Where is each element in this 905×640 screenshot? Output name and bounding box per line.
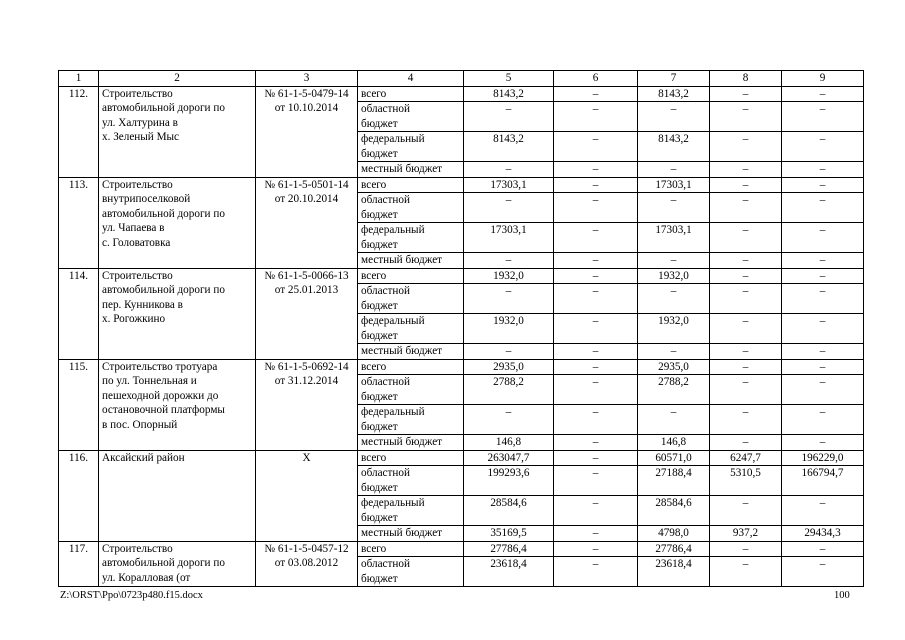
value-cell: – bbox=[782, 193, 864, 223]
value-cell: – bbox=[554, 223, 638, 253]
column-header: 9 bbox=[782, 71, 864, 87]
value-cell: 2788,2 bbox=[464, 375, 554, 405]
table-body bbox=[59, 71, 864, 587]
value-cell: 17303,1 bbox=[638, 177, 710, 193]
value-cell: 6247,7 bbox=[710, 450, 782, 466]
value-cell: – bbox=[554, 177, 638, 193]
table-header-row bbox=[59, 71, 864, 87]
value-cell: 263047,7 bbox=[464, 450, 554, 466]
value-cell: – bbox=[554, 450, 638, 466]
funding-source: областной бюджет bbox=[361, 376, 410, 403]
expertise-doc-cell bbox=[256, 86, 358, 177]
value-cell: – bbox=[710, 223, 782, 253]
column-header: 5 bbox=[464, 71, 554, 87]
table-row bbox=[59, 268, 864, 284]
row-number: 113. bbox=[59, 177, 99, 268]
object-name: Строительство внутрипоселковой автомобильной дороги по ул. Чапаева в с. Головатовка bbox=[102, 178, 225, 249]
value-cell: – bbox=[638, 284, 710, 314]
object-name-cell bbox=[99, 359, 256, 450]
funding-source-cell bbox=[358, 496, 464, 526]
funding-source: федеральный бюджет bbox=[361, 406, 425, 433]
expertise-doc-cell bbox=[256, 359, 358, 450]
column-header: 2 bbox=[99, 71, 256, 87]
value-cell: – bbox=[710, 541, 782, 557]
page-number: 100 bbox=[834, 590, 850, 601]
row-number: 114. bbox=[59, 268, 99, 359]
value-cell: – bbox=[554, 162, 638, 178]
value-cell: 4798,0 bbox=[638, 526, 710, 542]
object-name: Строительство автомобильной дороги по ул. Халтурина в х. Зеленый Мыс bbox=[102, 87, 225, 143]
funding-source: местный бюджет bbox=[361, 436, 443, 448]
value-cell: – bbox=[554, 405, 638, 435]
value-cell: 23618,4 bbox=[638, 557, 710, 587]
value-cell: – bbox=[710, 268, 782, 284]
funding-source-cell bbox=[358, 223, 464, 253]
value-cell: – bbox=[782, 314, 864, 344]
value-cell: – bbox=[554, 314, 638, 344]
value-cell: – bbox=[464, 253, 554, 269]
value-cell: – bbox=[554, 557, 638, 587]
value-cell: – bbox=[710, 162, 782, 178]
funding-source-cell bbox=[358, 450, 464, 466]
value-cell: – bbox=[638, 253, 710, 269]
value-cell: – bbox=[554, 526, 638, 542]
funding-source: всего bbox=[361, 87, 387, 100]
value-cell: – bbox=[782, 132, 864, 162]
funding-source-cell bbox=[358, 526, 464, 542]
value-cell: – bbox=[710, 177, 782, 193]
table-row bbox=[59, 359, 864, 375]
value-cell: – bbox=[710, 405, 782, 435]
value-cell: – bbox=[464, 102, 554, 132]
object-name: Строительство тротуара по ул. Тоннельная и пешеходной дорожки до остановочной платформы в пос. Опорный bbox=[102, 360, 225, 431]
funding-source-cell bbox=[358, 541, 464, 557]
value-cell: 1932,0 bbox=[638, 314, 710, 344]
value-cell: 5310,5 bbox=[710, 466, 782, 496]
expertise-doc: № 61-1-5-0066-13 от 25.01.2013 bbox=[264, 269, 349, 296]
value-cell: – bbox=[638, 344, 710, 360]
value-cell: – bbox=[710, 496, 782, 526]
value-cell: – bbox=[782, 162, 864, 178]
value-cell: – bbox=[464, 405, 554, 435]
value-cell: – bbox=[782, 284, 864, 314]
value-cell: 146,8 bbox=[464, 435, 554, 451]
funding-source-cell bbox=[358, 284, 464, 314]
funding-source-cell bbox=[358, 193, 464, 223]
budget-table bbox=[58, 70, 864, 587]
object-name-cell bbox=[99, 177, 256, 268]
funding-source: всего bbox=[361, 542, 387, 555]
funding-source-cell bbox=[358, 132, 464, 162]
value-cell: – bbox=[710, 253, 782, 269]
value-cell: 29434,3 bbox=[782, 526, 864, 542]
value-cell: – bbox=[710, 359, 782, 375]
row-number: 112. bbox=[59, 86, 99, 177]
funding-source: всего bbox=[361, 360, 387, 373]
funding-source: областной бюджет bbox=[361, 467, 410, 494]
column-header: 1 bbox=[59, 71, 99, 87]
value-cell: – bbox=[782, 268, 864, 284]
value-cell: – bbox=[710, 314, 782, 344]
value-cell: – bbox=[554, 541, 638, 557]
funding-source: местный бюджет bbox=[361, 163, 443, 175]
value-cell: – bbox=[464, 284, 554, 314]
value-cell: – bbox=[782, 375, 864, 405]
value-cell: 27786,4 bbox=[638, 541, 710, 557]
value-cell: – bbox=[464, 162, 554, 178]
value-cell: – bbox=[710, 557, 782, 587]
column-header: 6 bbox=[554, 71, 638, 87]
value-cell: – bbox=[554, 375, 638, 405]
expertise-doc-cell bbox=[256, 268, 358, 359]
funding-source: федеральный бюджет bbox=[361, 133, 425, 160]
row-number: 117. bbox=[59, 541, 99, 587]
value-cell: – bbox=[710, 284, 782, 314]
expertise-doc-cell bbox=[256, 450, 358, 541]
value-cell: – bbox=[782, 344, 864, 360]
value-cell: – bbox=[554, 359, 638, 375]
value-cell: – bbox=[554, 496, 638, 526]
funding-source-cell bbox=[358, 102, 464, 132]
value-cell: 1932,0 bbox=[464, 268, 554, 284]
funding-source-cell bbox=[358, 435, 464, 451]
column-header: 7 bbox=[638, 71, 710, 87]
value-cell: 199293,6 bbox=[464, 466, 554, 496]
value-cell: 146,8 bbox=[638, 435, 710, 451]
value-cell: 17303,1 bbox=[638, 223, 710, 253]
expertise-doc: № 61-1-5-0457-12 от 03.08.2012 bbox=[264, 542, 349, 569]
object-name: Строительство автомобильной дороги по ул. Коралловая (от bbox=[102, 542, 225, 584]
object-name: Строительство автомобильной дороги по пер. Кунникова в х. Рогожкино bbox=[102, 269, 225, 325]
value-cell: – bbox=[710, 435, 782, 451]
value-cell: – bbox=[554, 344, 638, 360]
value-cell: – bbox=[782, 253, 864, 269]
funding-source: всего bbox=[361, 269, 387, 282]
funding-source: местный бюджет bbox=[361, 345, 443, 357]
value-cell: – bbox=[554, 86, 638, 102]
funding-source: местный бюджет bbox=[361, 254, 443, 266]
value-cell: – bbox=[554, 253, 638, 269]
value-cell: 17303,1 bbox=[464, 177, 554, 193]
funding-source: всего bbox=[361, 178, 387, 191]
value-cell: 17303,1 bbox=[464, 223, 554, 253]
value-cell: 60571,0 bbox=[638, 450, 710, 466]
value-cell: 8143,2 bbox=[464, 132, 554, 162]
expertise-doc: № 61-1-5-0479-14 от 10.10.2014 bbox=[264, 87, 349, 114]
funding-source: федеральный бюджет bbox=[361, 315, 425, 342]
value-cell: – bbox=[638, 193, 710, 223]
table-row bbox=[59, 541, 864, 557]
funding-source: местный бюджет bbox=[361, 527, 443, 539]
expertise-doc-cell bbox=[256, 541, 358, 587]
expertise-doc-cell bbox=[256, 177, 358, 268]
value-cell: – bbox=[464, 344, 554, 360]
value-cell: 196229,0 bbox=[782, 450, 864, 466]
object-name: Аксайский район bbox=[102, 451, 185, 464]
funding-source-cell bbox=[358, 466, 464, 496]
value-cell: – bbox=[782, 86, 864, 102]
expertise-doc: № 61-1-5-0501-14 от 20.10.2014 bbox=[264, 178, 349, 205]
value-cell: 27188,4 bbox=[638, 466, 710, 496]
expertise-doc: Х bbox=[302, 451, 311, 464]
value-cell: – bbox=[782, 541, 864, 557]
row-number: 115. bbox=[59, 359, 99, 450]
table-row bbox=[59, 177, 864, 193]
funding-source: областной бюджет bbox=[361, 194, 410, 221]
object-name-cell bbox=[99, 450, 256, 541]
value-cell: – bbox=[464, 193, 554, 223]
value-cell: – bbox=[638, 102, 710, 132]
value-cell: 1932,0 bbox=[464, 314, 554, 344]
value-cell: 23618,4 bbox=[464, 557, 554, 587]
funding-source-cell bbox=[358, 86, 464, 102]
funding-source: областной бюджет bbox=[361, 285, 410, 312]
object-name-cell bbox=[99, 541, 256, 587]
value-cell: 27786,4 bbox=[464, 541, 554, 557]
row-number: 116. bbox=[59, 450, 99, 541]
funding-source: областной бюджет bbox=[361, 558, 410, 585]
value-cell: 937,2 bbox=[710, 526, 782, 542]
table-row bbox=[59, 450, 864, 466]
value-cell: 2788,2 bbox=[638, 375, 710, 405]
funding-source-cell bbox=[358, 177, 464, 193]
funding-source-cell bbox=[358, 375, 464, 405]
funding-source-cell bbox=[358, 344, 464, 360]
object-name-cell bbox=[99, 268, 256, 359]
funding-source: всего bbox=[361, 451, 387, 464]
value-cell: 35169,5 bbox=[464, 526, 554, 542]
value-cell: – bbox=[782, 102, 864, 132]
funding-source-cell bbox=[358, 253, 464, 269]
value-cell: – bbox=[710, 86, 782, 102]
value-cell: 1932,0 bbox=[638, 268, 710, 284]
value-cell: 8143,2 bbox=[638, 86, 710, 102]
expertise-doc: № 61-1-5-0692-14 от 31.12.2014 bbox=[264, 360, 349, 387]
value-cell: – bbox=[554, 466, 638, 496]
value-cell: – bbox=[554, 193, 638, 223]
value-cell: 2935,0 bbox=[638, 359, 710, 375]
table-row bbox=[59, 86, 864, 102]
value-cell: 166794,7 bbox=[782, 466, 864, 496]
column-header: 4 bbox=[358, 71, 464, 87]
value-cell: – bbox=[710, 375, 782, 405]
value-cell: – bbox=[638, 405, 710, 435]
value-cell: – bbox=[554, 284, 638, 314]
value-cell: 8143,2 bbox=[638, 132, 710, 162]
funding-source: федеральный бюджет bbox=[361, 497, 425, 524]
value-cell: – bbox=[782, 435, 864, 451]
value-cell: – bbox=[782, 496, 864, 526]
value-cell: – bbox=[782, 557, 864, 587]
funding-source-cell bbox=[358, 405, 464, 435]
object-name-cell bbox=[99, 86, 256, 177]
value-cell: – bbox=[554, 435, 638, 451]
value-cell: – bbox=[782, 359, 864, 375]
value-cell: – bbox=[710, 193, 782, 223]
funding-source-cell bbox=[358, 314, 464, 344]
value-cell: – bbox=[782, 223, 864, 253]
value-cell: 28584,6 bbox=[638, 496, 710, 526]
value-cell: 2935,0 bbox=[464, 359, 554, 375]
column-header: 3 bbox=[256, 71, 358, 87]
value-cell: – bbox=[782, 405, 864, 435]
funding-source: областной бюджет bbox=[361, 103, 410, 130]
value-cell: – bbox=[554, 102, 638, 132]
funding-source: федеральный бюджет bbox=[361, 224, 425, 251]
value-cell: – bbox=[554, 268, 638, 284]
funding-source-cell bbox=[358, 557, 464, 587]
value-cell: – bbox=[554, 132, 638, 162]
funding-source-cell bbox=[358, 359, 464, 375]
value-cell: – bbox=[710, 102, 782, 132]
value-cell: – bbox=[782, 177, 864, 193]
value-cell: – bbox=[710, 344, 782, 360]
footer-file-path: Z:\ORST\Ppo\0723p480.f15.docx bbox=[60, 590, 203, 601]
column-header: 8 bbox=[710, 71, 782, 87]
funding-source-cell bbox=[358, 268, 464, 284]
value-cell: – bbox=[638, 162, 710, 178]
value-cell: – bbox=[710, 132, 782, 162]
funding-source-cell bbox=[358, 162, 464, 178]
value-cell: 8143,2 bbox=[464, 86, 554, 102]
value-cell: 28584,6 bbox=[464, 496, 554, 526]
